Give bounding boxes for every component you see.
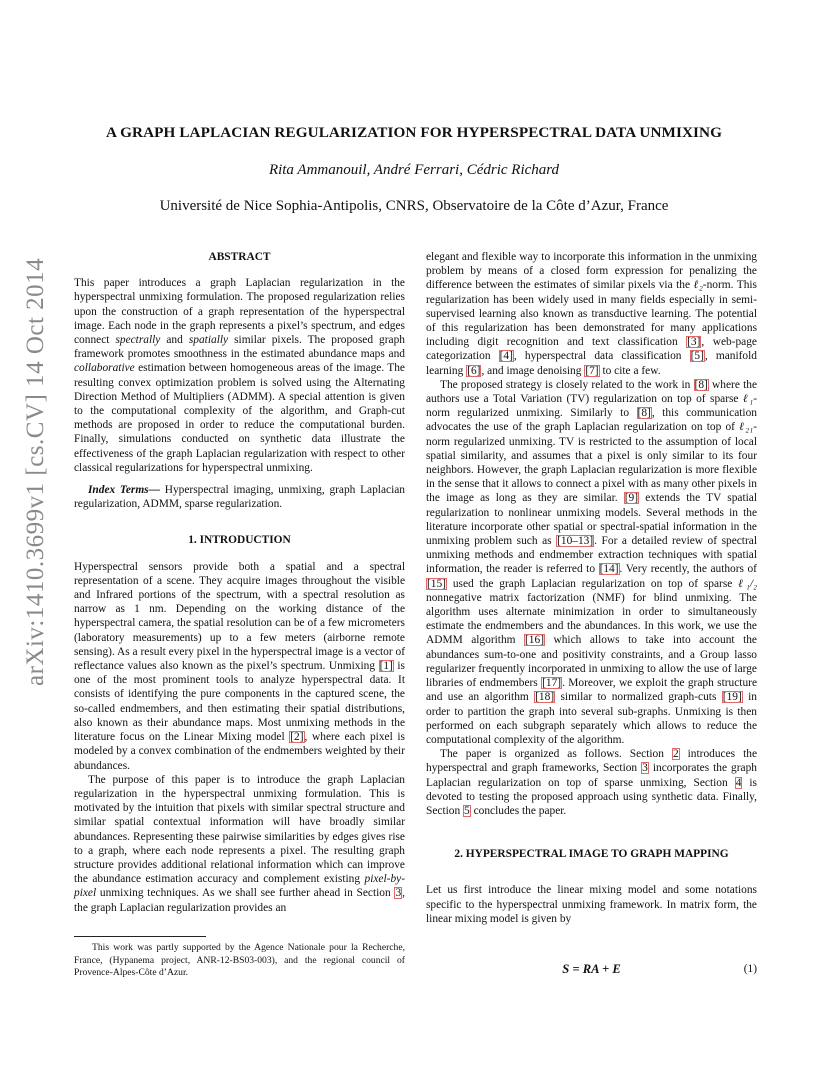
section-link[interactable]: 3 bbox=[642, 762, 648, 775]
intro-paragraph-4: The paper is organized as follows. Section 2 introduces the hyperspectral and graph frameworks, Section 3 incorporates the graph Laplacian regularization on top of sparse unmixing, Section 4 is devoted to testing the proposed approach using synthetic data. Finally, Section 5 concludes the paper. bbox=[426, 748, 757, 817]
intro-paragraph-3: The proposed strategy is closely related to the work in [8] where the authors use a Total Variation (TV) regularization on top of sparse ℓ₁-norm regularized unmixing. Similarly to [8], this communication advocates the use of the graph Laplacian regularization on top of ℓ₂₁-norm regularized unmixing. TV is restricted to the assumption of local spatial similarity, and assumes that a pixel is only similar to its four neighbors. However, the graph Laplacian regularization is more flexible in the sense that it allows to connect a pixel with as many other pixels in the image as long as they are similar. [9] extends the TV spatial regularization to nonlinear unmixing models. Several methods in the literature incorporate other spatial or spectral-spatial information in the unmixing problem such as [10–13]. For a detailed review of spectral unmixing methods and endmember extraction techniques with spatial information, the reader is referred to [14]. Very recently, the authors of [15] used the graph Laplacian regularization on top of sparse ℓ₁/₂ nonnegative matrix factorization (NMF) for blind unmixing. The algorithm uses alternate minimization in order to simultaneously estimate the endmembers and the abundances. In this work, we use the ADMM algorithm [16] which allows to take into account the abundances sum-to-one and positivity constraints, and a Group lasso regularizer frequently incorporated in unmixing to allow the use of large libraries of endmembers [17]. Moreover, we exploit the graph structure and use an algorithm [18] similar to normalized graph-cuts [19] in order to partition the graph into several sub-graphs. Unmixing is then performed on each subgraph separately which allows to reduce the computational complexity of the algorithm. bbox=[426, 378, 758, 746]
equation-number: (1) bbox=[743, 963, 757, 975]
equation-body: S = RA + E bbox=[562, 962, 621, 976]
citation-link[interactable]: [3] bbox=[687, 336, 701, 349]
intro-paragraph-2: The purpose of this paper is to introduce the graph Laplacian regularization in the hyperspectral unmixing formulation. This is motivated by the intuition that pixels with similar spectral structure and similar spatial contextual information will have broadly similar abundances. Representing these pairwise similarities by edges gives rise to a graph, where each node represents a pixel. The resulting graph structure provides additional relational information which can improve the abundance estimation accuracy and complement existing pixel-by-pixel unmixing techniques. As we shall see further ahead in Section 3, the graph Laplacian regularization provides an bbox=[74, 773, 406, 914]
citation-link[interactable]: [15] bbox=[427, 577, 446, 590]
citation-link[interactable]: [17] bbox=[542, 677, 562, 690]
section-link[interactable]: 3 bbox=[395, 887, 402, 900]
citation-link[interactable]: [8] bbox=[637, 407, 651, 420]
intro-paragraph-2-continued: elegant and flexible way to incorporate this information in the unmixing problem by means of a closed form expression for penalizing the difference between the estimates of similar pixels via the ℓ₂-norm. This regularization has been widely used in many fields especially in semi-supervised learning also known as transductive learning. The potential of this regularization has been demonstrated for many applications including digit recognition and text classification [3], web-page categorization [4], hyperspectral data classification [5], manifold learning [6], and image denoising [7] to cite a few. bbox=[426, 251, 757, 377]
paper-authors: Rita Ammanouil, André Ferrari, Cédric Richard bbox=[268, 162, 560, 178]
citation-link[interactable]: [10–13] bbox=[557, 535, 594, 548]
section-link[interactable]: 2 bbox=[672, 748, 679, 761]
citation-link[interactable]: [6] bbox=[467, 364, 481, 377]
footnote-rule bbox=[74, 936, 206, 937]
index-terms: Index Terms— Hyperspectral imaging, unmixing, graph Laplacian regularization, ADMM, sparse regularization. bbox=[74, 484, 405, 511]
citation-link[interactable]: [16] bbox=[525, 634, 544, 647]
arxiv-identifier-stamp: arXiv:1410.3699v1 [cs.CV] 14 Oct 2014 bbox=[22, 257, 49, 687]
citation-link[interactable]: [18] bbox=[535, 691, 555, 704]
citation-link[interactable]: [5] bbox=[690, 350, 704, 363]
citation-link[interactable]: [14] bbox=[599, 563, 619, 576]
citation-link[interactable]: [8] bbox=[694, 378, 708, 391]
citation-link[interactable]: [1] bbox=[379, 660, 393, 673]
right-column bbox=[426, 250, 757, 926]
section-link[interactable]: 5 bbox=[464, 804, 470, 817]
introduction-heading: 1. INTRODUCTION bbox=[188, 534, 291, 547]
left-column bbox=[74, 250, 405, 915]
section-2-heading: 2. HYPERSPECTRAL IMAGE TO GRAPH MAPPING bbox=[454, 848, 729, 861]
citation-link[interactable]: [19] bbox=[722, 691, 742, 704]
abstract-paragraph: This paper introduces a graph Laplacian regularization in the hyperspectral unmixing formulation. The proposed regularization relies upon the construction of a graph representation of the hyperspectral image. Each node in the graph represents a pixel’s spectrum, and edges connect spectrally and spatially similar pixels. The proposed graph framework promotes smoothness in the estimated abundance maps and collaborative estimation between homogeneous areas of the image. The resulting convex optimization problem is solved using the Alternating Direction Method of Multipliers (ADMM). A special attention is given to the computational complexity of the algorithm, and Graph-cut methods are proposed in order to reduce the computational burden. Finally, simulations conducted on synthetic data illustrate the effectiveness of the graph Laplacian regularization with respect to other classical regularizations for hyperspectral unmixing. bbox=[74, 277, 405, 474]
funding-footnote: This work was partly supported by the Agence Nationale pour la Recherche, France, (Hypanema project, ANR-12-BS03-003), and the regional council of Provence-Alpes-Côte d’Azur. bbox=[74, 942, 405, 979]
intro-paragraph-1: Hyperspectral sensors provide both a spatial and a spectral representation of a scene. They acquire images throughout the visible and Infrared portions of the spectrum, with a spectral resolution as narrow as 1 nm. Depending on the working distance of the hyperspectral camera, the spatial resolution can be of a few micrometers (laboratory measurements) up to a few meters (airborne remote sensing). As a result every pixel in the hyperspectral image is a vector of reflectance values also known as the pixel’s spectrum. Unmixing [1] is one of the most prominent tools to analyze hyperspectral data. It consists of identifying the pure components in the captured scene, the so-called endmembers, and then estimating their spatial distributions, also known as their abundance maps. Most unmixing methods in the literature focus on the Linear Mixing model [2], where each pixel is modeled by a convex combination of the endmembers weighted by their abundances. bbox=[74, 560, 405, 772]
section-2-paragraph: Let us first introduce the linear mixing model and some notations specific to the hyperspectral unmixing framework. In matrix form, the linear mixing model is given by bbox=[426, 884, 757, 925]
paper-affiliation: Université de Nice Sophia-Antipolis, CNRS, Observatoire de la Côte d’Azur, France bbox=[159, 198, 669, 214]
citation-link[interactable]: [9] bbox=[624, 492, 639, 505]
citation-link[interactable]: [4] bbox=[499, 350, 513, 363]
equation-1 bbox=[426, 962, 757, 980]
citation-link[interactable]: [2] bbox=[290, 731, 304, 744]
abstract-heading: ABSTRACT bbox=[208, 251, 271, 263]
citation-link[interactable]: [7] bbox=[585, 364, 599, 377]
section-link[interactable]: 4 bbox=[735, 776, 742, 789]
paper-title: A GRAPH LAPLACIAN REGULARIZATION FOR HYPERSPECTRAL DATA UNMIXING bbox=[105, 124, 723, 141]
